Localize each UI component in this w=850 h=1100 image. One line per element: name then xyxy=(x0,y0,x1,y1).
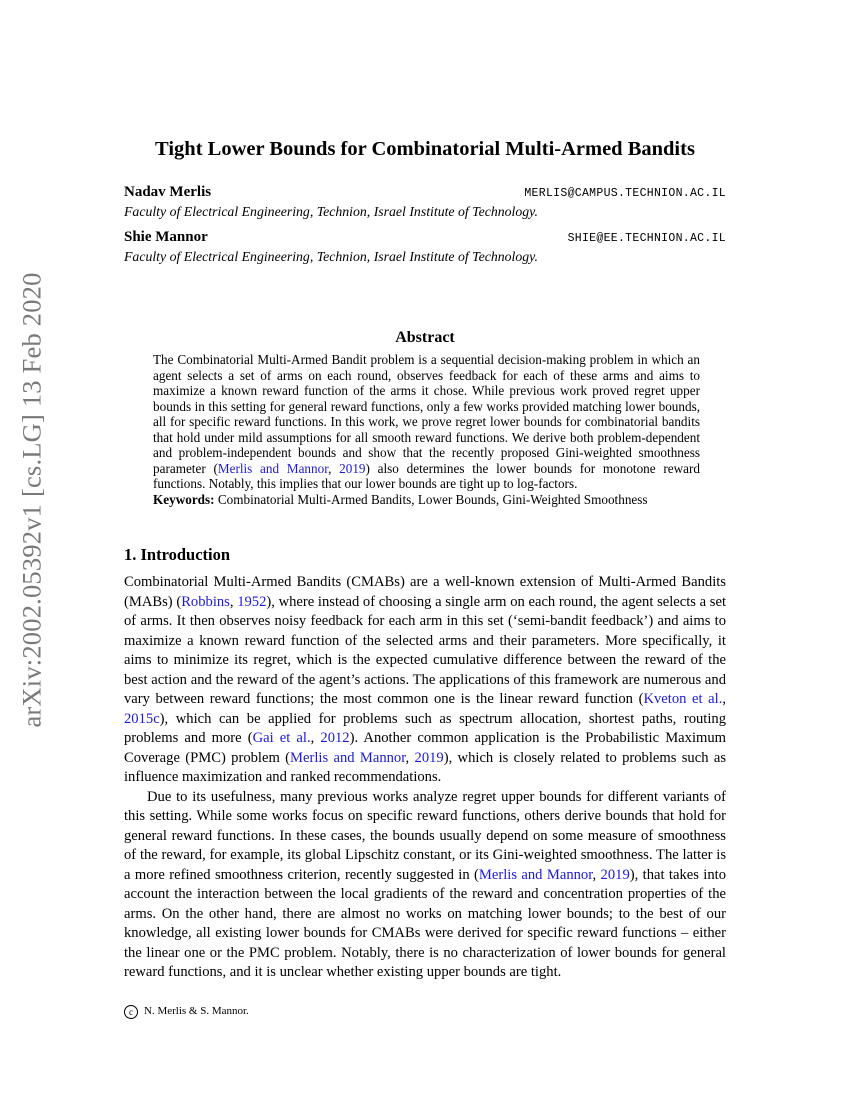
citation-year-link[interactable]: 2012 xyxy=(320,730,350,746)
citation-separator: , xyxy=(328,460,340,476)
body-text: Combinatorial Multi-Armed Bandits (CMABs) are a well-known extension of Multi-Armed Bandits (MABs) ( xyxy=(124,574,726,610)
author-block-2 xyxy=(124,229,726,265)
abstract-text: ) also determines the lower bounds for monotone reward functions. Notably, this implies that our lower bounds are tight up to log-factors. xyxy=(153,460,700,491)
author-email: MERLIS@CAMPUS.TECHNION.AC.IL xyxy=(524,187,726,200)
body-text: Due to its usefulness, many previous works analyze regret upper bounds for different variants of this setting. While some works focus on specific reward functions, others derive bounds that hold for general reward functions. In these cases, the bounds usually depend on some measure of smoothness of the reward, for example, its global Lipschitz constant, or its Gini-weighted smoothness. The latter is a more refined smoothness criterion, recently suggested in ( xyxy=(124,788,726,883)
abstract-body xyxy=(153,352,700,507)
introduction-body xyxy=(124,573,726,983)
author-block-1 xyxy=(124,184,726,220)
copyright-text: N. Merlis & S. Mannor. xyxy=(144,1005,249,1017)
body-text: ), which is closely related to problems such as influence maximization and ranked recommendations. xyxy=(124,749,727,785)
author-affiliation: Faculty of Electrical Engineering, Technion, Israel Institute of Technology. xyxy=(124,204,538,219)
citation-link[interactable]: Kveton et al. xyxy=(643,691,723,707)
citation-year-link[interactable]: 2019 xyxy=(339,460,366,476)
body-text: ), which can be applied for problems such as spectrum allocation, shortest paths, routing problems and more ( xyxy=(124,710,726,746)
author-affiliation: Faculty of Electrical Engineering, Technion, Israel Institute of Technology. xyxy=(124,249,538,264)
paper-title: Tight Lower Bounds for Combinatorial Multi-Armed Bandits xyxy=(155,138,695,160)
citation-year-link[interactable]: 2019 xyxy=(600,866,630,883)
section-heading: 1. Introduction xyxy=(124,545,231,564)
citation-link[interactable]: Merlis and Mannor xyxy=(478,866,593,883)
citation-link[interactable]: Merlis and Mannor xyxy=(290,749,406,766)
arxiv-stamp-text: arXiv:2002.05392v1 [cs.LG] 13 Feb 2020 xyxy=(16,272,47,728)
abstract-paragraph xyxy=(153,352,700,492)
body-text: ), that takes into account the interaction between the local gradients of the reward and concentration properties of the arms. On the other hand, there are almost no works on matching lower bounds; to the best of our knowledge, all existing lower bounds for CMABs were derived for specific reward functions – either the linear one or the PMC problem. Notably, there is no characterization of lower bounds for general reward functions, and it is unclear whether existing upper bounds are tight. xyxy=(124,866,727,980)
keywords-label: Keywords: xyxy=(153,491,215,507)
citation-link[interactable]: Robbins xyxy=(181,593,230,610)
keywords-line xyxy=(153,492,700,508)
body-paragraph: Due to its usefulness, many previous works analyze regret upper bounds for different variants of this setting. While some works focus on specific reward functions, others derive bounds that hold for general reward functions. In these cases, the bounds usually depend on some measure of smoothness of the reward, for example, its global Lipschitz constant, or its Gini-weighted smoothness. The latter is a more refined smoothness criterion, recently suggested in (Merlis and Mannor, 2019), that takes into account the interaction between the local gradients of the reward and concentration properties of the arms. On the other hand, there are almost no works on matching lower bounds; to the best of our knowledge, all existing lower bounds for CMABs were derived for specific reward functions – either the linear one or the PMC problem. Notably, there is no characterization of lower bounds for general reward functions, and it is unclear whether existing upper bounds are tight. xyxy=(124,788,727,980)
abstract-heading: Abstract xyxy=(395,329,455,346)
copyright-footer xyxy=(124,1005,249,1019)
body-text: ). Another common application is the Probabilistic Maximum Coverage (PMC) problem ( xyxy=(124,730,726,766)
arxiv-stamp xyxy=(2,272,62,728)
citation-year-link[interactable]: 2019 xyxy=(414,749,444,766)
citation-year-link[interactable]: 1952 xyxy=(237,593,267,610)
body-text: ), where instead of choosing a single arm on each round, the agent selects a set of arms. It then observes noisy feedback for each arm in this set (‘semi-bandit feedback’) and aims to maximize a known reward function of the selected arms and their parameters. More specifically, it aims to minimize its regret, which is the expected cumulative difference between the reward of the best action and the reward of the agent’s actions. The applications of this framework are numerous and vary between reward functions; the most common one is the linear reward function ( xyxy=(124,593,727,707)
body-paragraph: Combinatorial Multi-Armed Bandits (CMABs) are a well-known extension of Multi-Armed Bandits (MABs) (Robbins, 1952), where instead of choosing a single arm on each round, the agent selects a set of arms. It then observes noisy feedback for each arm in this set (‘semi-bandit feedback’) and aims to maximize a known reward function of the selected arms and their parameters. More specifically, it aims to minimize its regret, which is the expected cumulative difference between the reward of the best action and the reward of the agent’s actions. The applications of this framework are numerous and vary between reward functions; the most common one is the linear reward function (Kveton et al., 2015c), which can be applied for problems such as spectrum allocation, shortest paths, routing problems and more (Gai et al., 2012). Another common application is the Probabilistic Maximum Coverage (PMC) problem (Merlis and Mannor, 2019), which is closely related to problems such as influence maximization and ranked recommendations. xyxy=(124,574,727,785)
citation-link[interactable]: Gai et al. xyxy=(252,730,311,746)
author-name: Shie Mannor xyxy=(124,229,208,245)
keywords: Combinatorial Multi-Armed Bandits, Lower Bounds, Gini-Weighted Smoothness xyxy=(217,491,648,507)
citation-link[interactable]: Merlis and Mannor xyxy=(217,460,329,476)
citation-year-link[interactable]: 2015c xyxy=(124,710,160,727)
author-name: Nadav Merlis xyxy=(124,184,212,200)
abstract-text: The Combinatorial Multi-Armed Bandit problem is a sequential decision-making problem in which an agent selects a set of arms on each round, observes feedback for each of these arms and aims to maximize a known reward function of the arms it chose. While previous work proved regret upper bounds in this setting for general reward functions, only a few works provided matching lower bounds, all for specific reward functions. In this work, we prove regret lower bounds for combinatorial bandits that hold under mild assumptions for all smooth reward functions. We derive both problem-dependent and problem-independent bounds and show that the recently proposed Gini-weighted smoothness parameter ( xyxy=(153,352,700,476)
author-email: SHIE@EE.TECHNION.AC.IL xyxy=(567,232,726,245)
copyright-icon: c xyxy=(124,1005,138,1019)
